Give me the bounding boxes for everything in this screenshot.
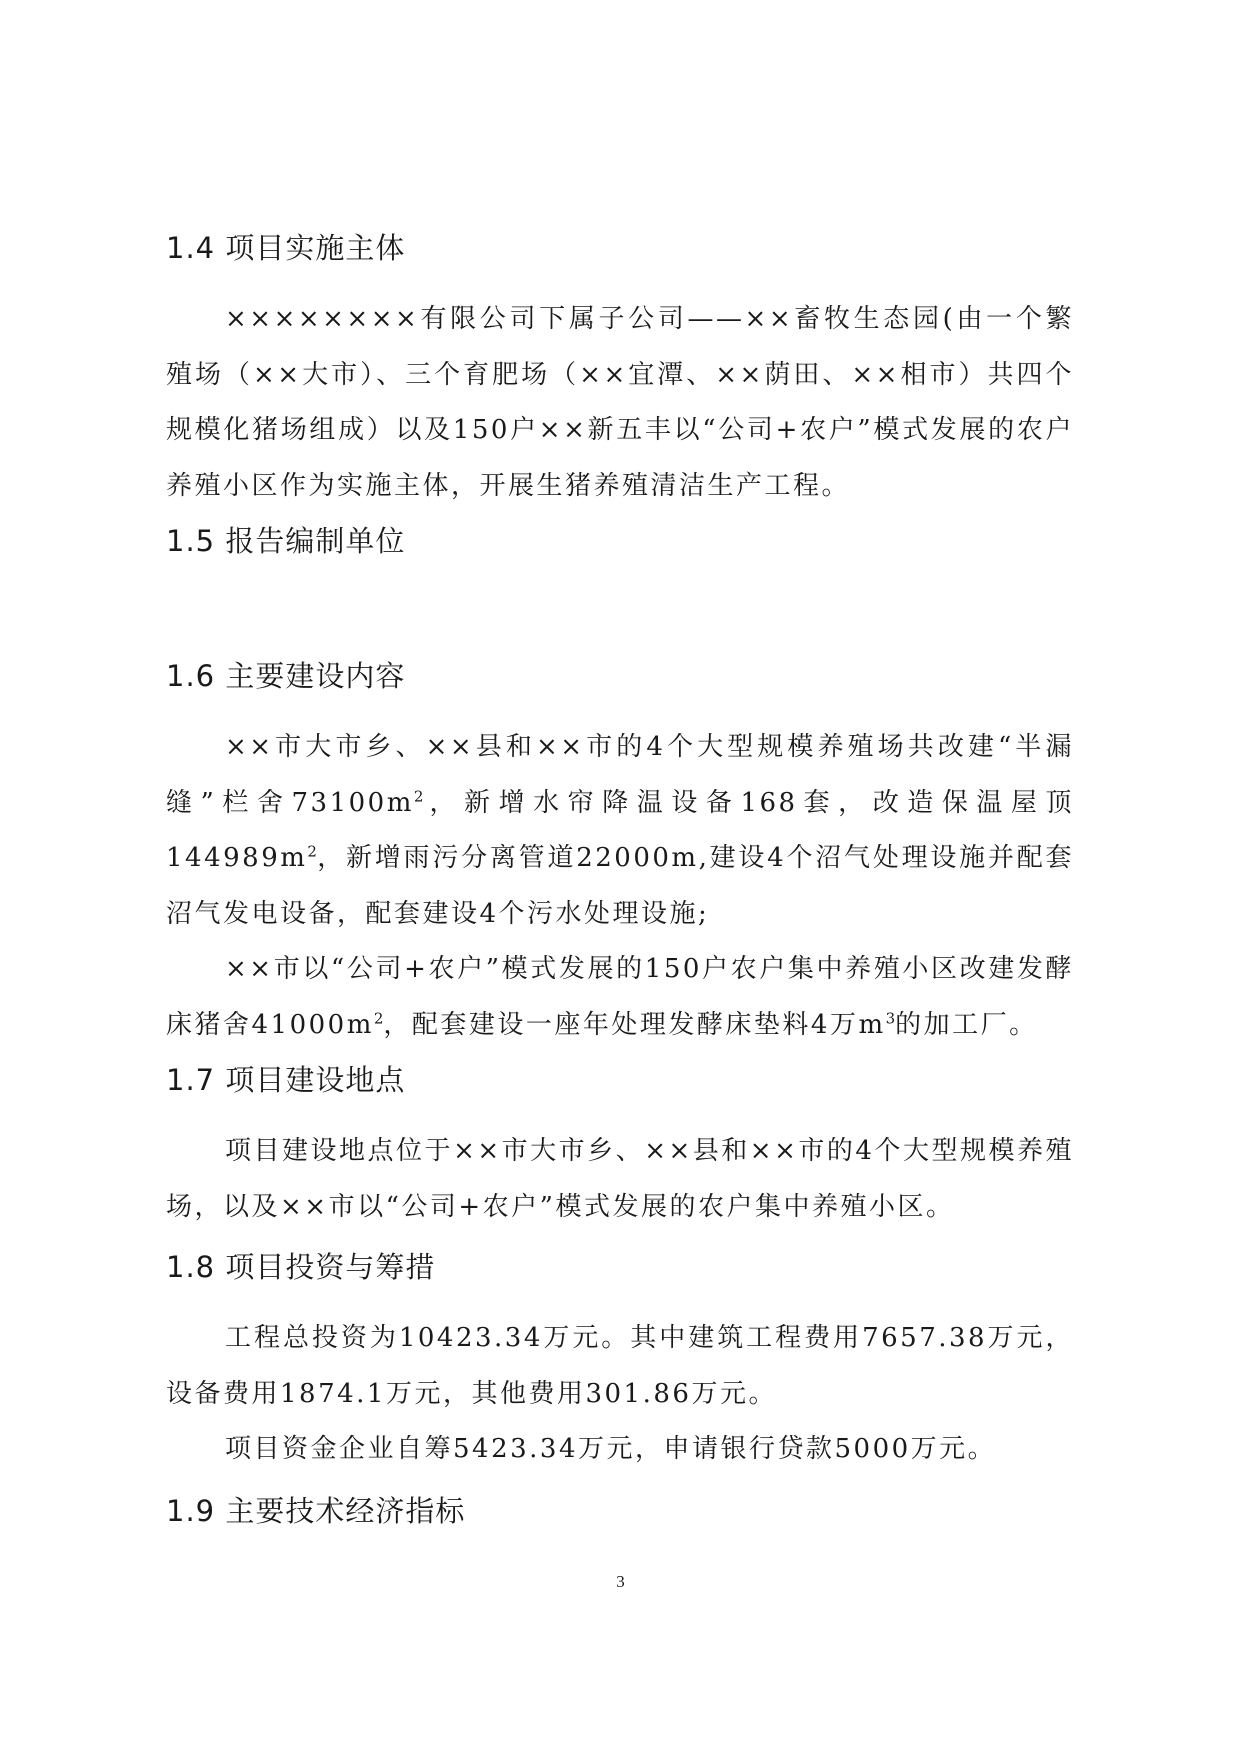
text-run: ，新增雨污分离管道22000m,建设4个沼气处理设施并配套沼气发电设备，配套建设4个污水处理设施;: [166, 843, 1074, 929]
section-heading-1-8: 1.8 项目投资与筹措: [166, 1250, 436, 1284]
section-1-4-paragraph: ××××××××有限公司下属子公司——××畜牧生态园(由一个繁殖场（××大市）、三个育肥场（××宜潭、××荫田、××相市）共四个规模化猪场组成）以及150户××新五丰以“公司+农户”模式发展的农户养殖小区作为实施主体，开展生猪养殖清洁生产工程。: [166, 304, 1074, 501]
text-run: 的加工厂。: [895, 1009, 1038, 1040]
text-run: ××市大市乡、××县和××市的4个大型规模养殖场共改建“半漏缝”栏舍73100m: [166, 732, 1074, 818]
section-1-6-paragraph-1: [166, 720, 1074, 942]
section-1-8-paragraph-1: 工程总投资为10423.34万元。其中建筑工程费用7657.38万元，设备费用1874.1万元，其他费用301.86万元。: [166, 1323, 1074, 1409]
section-heading-1-5: 1.5 报告编制单位: [166, 524, 406, 558]
section-heading-1-7: 1.7 项目建设地点: [166, 1063, 406, 1097]
section-1-8-paragraph-2: 项目资金企业自筹5423.34万元，申请银行贷款5000万元。: [225, 1434, 997, 1464]
superscript: 2: [413, 786, 424, 805]
superscript: 2: [373, 1008, 384, 1027]
section-heading-1-6: 1.6 主要建设内容: [166, 659, 406, 693]
text-run: ，新增水帘降温设备168套，改造保温屋顶144989m: [166, 787, 1074, 873]
section-heading-1-9: 1.9 主要技术经济指标: [166, 1494, 466, 1528]
superscript: 2: [307, 842, 317, 861]
text-run: ××市以“公司+农户”模式发展的150户农户集中养殖小区改建发酵床猪舍41000m: [166, 954, 1074, 1040]
section-1-7-paragraph: 项目建设地点位于××市大市乡、××县和××市的4个大型规模养殖场，以及××市以“公司+农户”模式发展的农户集中养殖小区。: [166, 1136, 1074, 1222]
text-run: ，配套建设一座年处理发酵床垫料4万m: [383, 1009, 886, 1040]
page-number: 3: [616, 1572, 625, 1591]
section-heading-1-4: 1.4 项目实施主体: [166, 231, 406, 265]
section-1-6-paragraph-2: [166, 942, 1074, 1053]
superscript: 3: [885, 1008, 896, 1027]
